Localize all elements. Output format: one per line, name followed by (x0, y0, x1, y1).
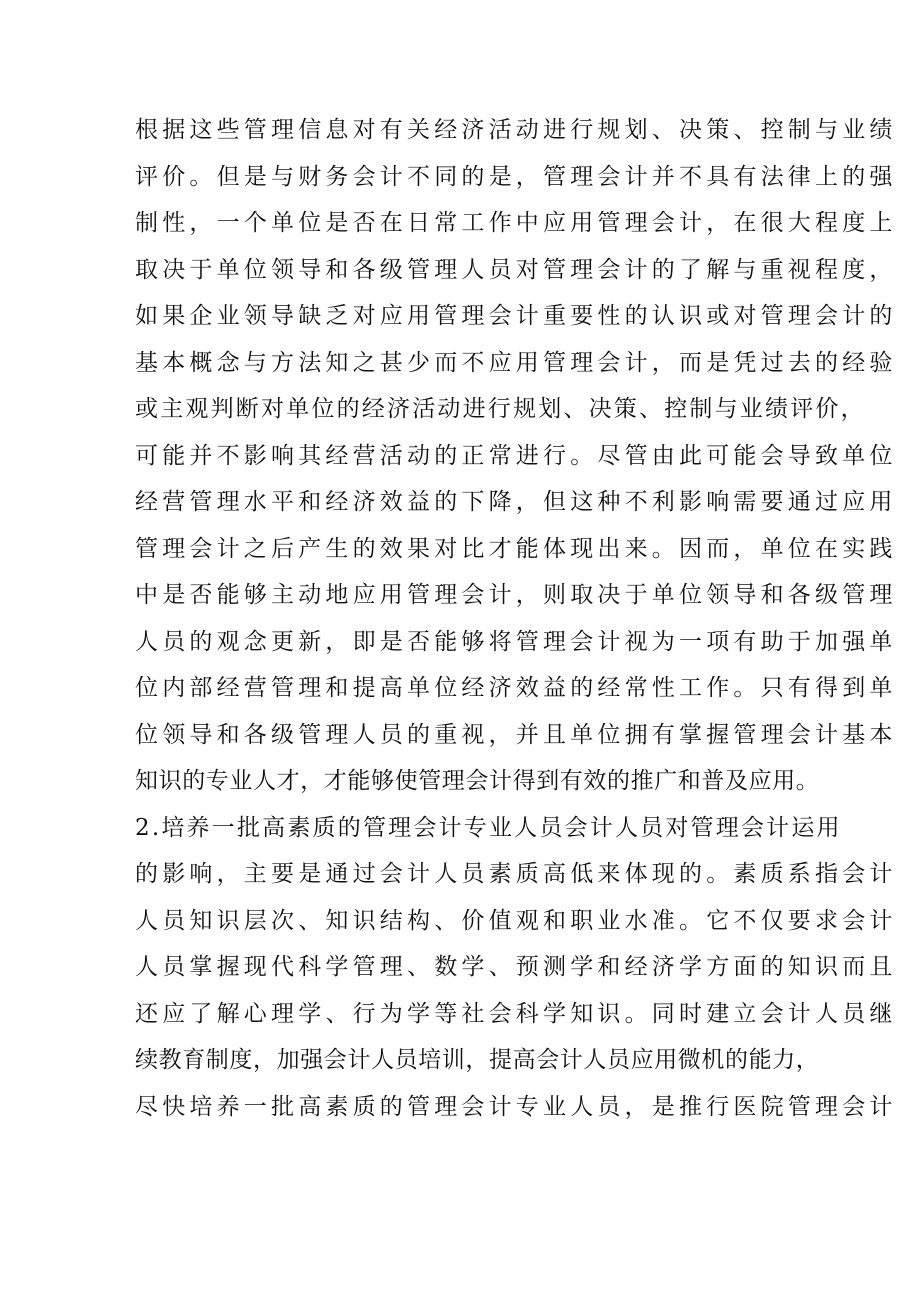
text-line: 取决于单位领导和各级管理人员对管理会计的了解与重视程度， (135, 256, 897, 283)
text-line: 还应了解心理学、行为学等社会科学知识。同时建立会计人员继 (135, 1000, 897, 1027)
text-line: 位内部经营管理和提高单位经济效益的经常性工作。只有得到单 (135, 675, 897, 701)
text-line: 续教育制度，加强会计人员培训，提高会计人员应用微机的能力， (135, 1047, 820, 1073)
text-line: 知识的专业人才，才能够使管理会计得到有效的推广和普及应用。 (135, 768, 820, 794)
text-line: 制性，一个单位是否在日常工作中应用管理会计，在很大程度上 (135, 210, 897, 236)
text-line: 管理会计之后产生的效果对比才能体现出来。因而，单位在实践 (135, 535, 897, 562)
text-line: 人员的观念更新，即是否能够将管理会计视为一项有助于加强单 (135, 628, 897, 655)
text-line: 尽快培养一批高素质的管理会计专业人员，是推行医院管理会计 (135, 1093, 897, 1120)
text-line: 根据这些管理信息对有关经济活动进行规划、决策、控制与业绩 (135, 117, 897, 143)
text-line: 位领导和各级管理人员的重视，并且单位拥有掌握管理会计基本 (135, 721, 897, 748)
text-line: 或主观判断对单位的经济活动进行规划、决策、控制与业绩评价， (135, 396, 866, 422)
text-line: 基本概念与方法知之甚少而不应用管理会计，而是凭过去的经验 (135, 349, 897, 376)
text-line: 中是否能够主动地应用管理会计，则取决于单位领导和各级管理 (135, 582, 897, 608)
section-heading-line: 2.培养一批高素质的管理会计专业人员会计人员对管理会计运用 (135, 814, 842, 841)
text-line: 经营管理水平和经济效益的下降，但这种不利影响需要通过应用 (135, 489, 897, 515)
text-line: 如果企业领导缺乏对应用管理会计重要性的认识或对管理会计的 (135, 303, 897, 329)
text-line: 人员掌握现代科学管理、数学、预测学和经济学方面的知识而且 (135, 954, 897, 980)
body-text (135, 107, 897, 1130)
text-line: 的影响，主要是通过会计人员素质高低来体现的。素质系指会计 (135, 861, 897, 887)
text-line: 可能并不影响其经营活动的正常进行。尽管由此可能会导致单位 (135, 442, 897, 469)
text-line: 评价。但是与财务会计不同的是，管理会计并不具有法律上的强 (135, 163, 897, 190)
text-line: 人员知识层次、知识结构、价值观和职业水准。它不仅要求会计 (135, 907, 897, 934)
